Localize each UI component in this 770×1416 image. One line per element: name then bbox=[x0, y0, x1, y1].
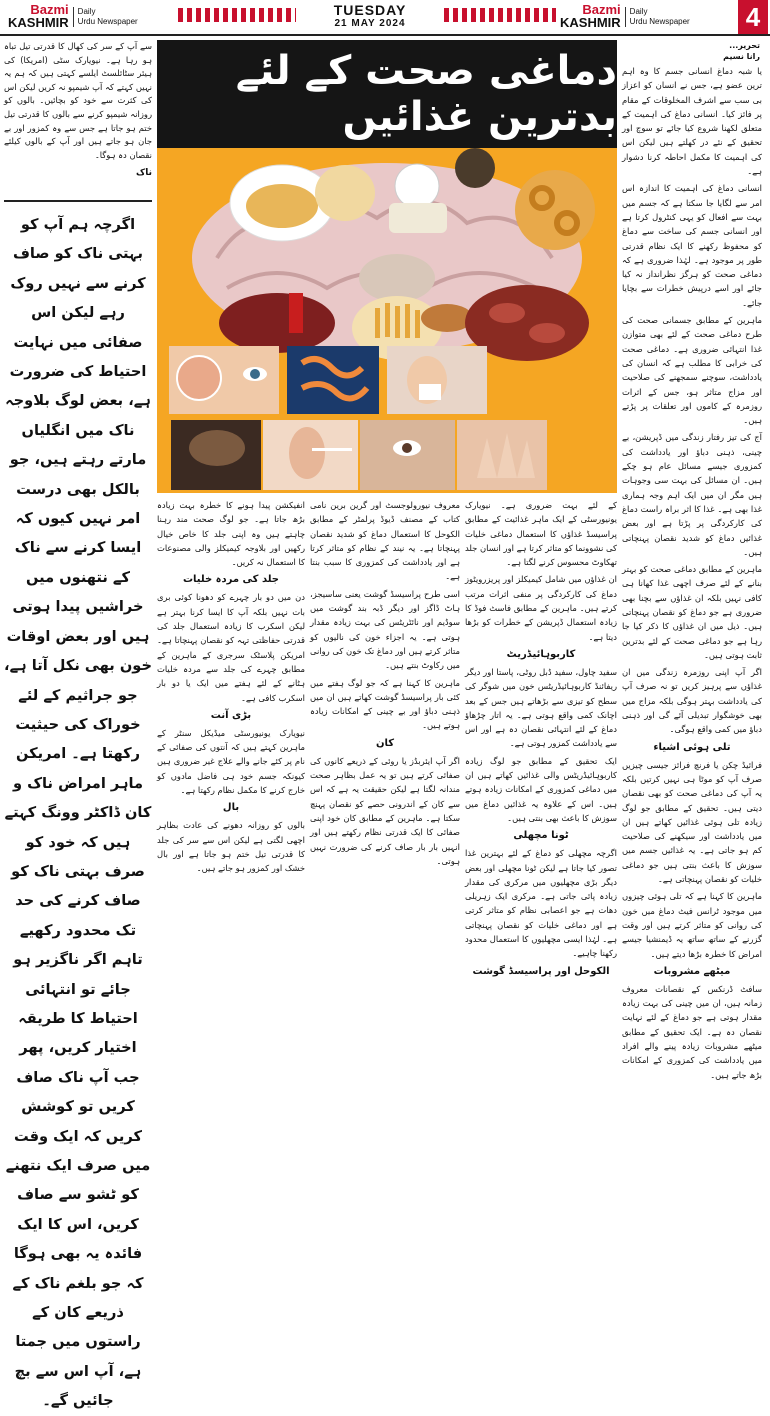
article-column-right bbox=[622, 64, 762, 1192]
tagline-right-line2: Urdu Newspaper bbox=[629, 17, 690, 26]
article-column-inner-2 bbox=[310, 498, 460, 1192]
photo-intestine bbox=[287, 346, 379, 414]
subheading: میٹھے مشروبات bbox=[653, 965, 731, 977]
paragraph: اسی طرح پراسیسڈ گوشت یعنی ساسیجز، ہاٹ ڈاگز اور دیگر ڈبہ بند گوشت میں سوڈیم اور نائٹریٹس کی بہت زیادہ مقدار ہوتی ہے۔ یہ اجزاء خون کی نالیوں کو متاثر کرتے ہیں اور دماغ تک خون کی روانی میں رکاوٹ بنتے ہیں۔ bbox=[310, 588, 460, 671]
hero-collage-svg bbox=[157, 148, 617, 493]
skin-magnify-icon bbox=[177, 356, 221, 400]
byline bbox=[640, 40, 760, 62]
pull-quote-text: اگرچہ ہم آپ کو بہتی ناک کو صاف کرنے سے نہیں روک رہے لیکن اس صفائی میں نہایت احتیاط کی ضرورت ہے، بعض لوگ بلاوجہ ناک میں انگلیاں مارتے رہتے ہیں، جو بالکل بھی درست امر نہیں کیوں کہ ایسا کرنے سے ناک کے نتھنوں میں خراشیں پیدا ہوتی ہیں اور بعض اوقات خون بھی نکل آتا ہے، جو جراثیم کے لئے خوراک کی حیثیت رکھتا ہے۔ امریکن ماہر امراض ناک و کان ڈاکٹر وونگ کہتے ہیں کہ خود کو صرف بہتی ناک کو صاف کرنے کی حد تک محدود رکھیے تاہم اگر ناگزیر ہو جائے تو انتہائی احتیاط کا طریقہ اختیار کریں، پھر جب آپ ناک صاف کریں تو کوشش کریں کہ ایک وقت میں صرف ایک نتھنے کو ٹشو سے صاف کریں، اس کا ایک فائدہ یہ بھی ہوگا کہ جو بلغم ناک کے ذریعے کان کے راستوں میں جمتا ہے، آپ اس سے بچ جائیں گے۔ bbox=[4, 216, 152, 1410]
bowl-icon bbox=[395, 164, 439, 208]
brand-top: Bazmi bbox=[30, 2, 69, 17]
paragraph: سفید چاول، سفید ڈبل روٹی، پاستا اور دیگر ریفائنڈ کاربوہائیڈریٹس خون میں شوگر کی سطح کو تیزی سے بڑھاتے ہیں جس کے بعد اچانک کمی واقع ہوتی ہے۔ یہ اتار چڑھاؤ دماغ کے لئے انتہائی نقصان دہ ہے اور اس سے یادداشت کمزور ہوتی ہے۔ bbox=[465, 666, 617, 749]
soda-cup-icon bbox=[289, 293, 303, 333]
subheading: بڑی آنت bbox=[210, 709, 252, 721]
article-column-inner-3 bbox=[157, 498, 305, 1192]
eye-iris bbox=[250, 369, 260, 379]
brand-tagline-right bbox=[625, 7, 690, 27]
pasta-icon bbox=[246, 184, 318, 228]
article-headline: دماغی صحت کے لئے بدترین غذائیں bbox=[235, 48, 617, 140]
subheading: کان bbox=[375, 737, 395, 749]
subheading: الکوحل اور پراسیسڈ گوشت bbox=[472, 965, 610, 977]
paragraph: کے لئے بہت ضروری ہے۔ نیویارک یونیورسٹی کے ایک ماہر غذائیت کے مطابق پراسیسڈ غذاؤں کا استعمال دماغی خلیات کی نشوونما کو متاثر کرتا ہے اور انسان جلد تھکاوٹ محسوس کرنے لگتا ہے۔ bbox=[465, 500, 617, 568]
article-headline-banner bbox=[157, 40, 617, 148]
paragraph: سافٹ ڈرنکس کے نقصانات معروف زمانہ ہیں، ان میں چینی کی بہت زیادہ مقدار ہوتی ہے جو دماغ کے لئے نہایت نقصان دہ ہے۔ ایک تحقیق کے مطابق میٹھے مشروبات زیادہ پینے والے افراد میں یادداشت کی کمزوری کے امکانات بڑھ جاتے ہیں۔ bbox=[622, 983, 762, 1080]
paragraph: فرائیڈ چکن یا فرنچ فرائز جیسی چیزیں صرف آپ کو موٹا ہی نہیں کرتیں بلکہ یہ آپ کی دماغی صحت کو بھی نقصان دیتی ہیں۔ تحقیق کے مطابق جو لوگ زیادہ تلی ہوئی غذائیں کھاتے ہیں ان میں یادداشت اور سیکھنے کی صلاحیت کم ہو جاتی ہے۔ یہ غذائیں جسم میں سوزش کا باعث بنتی ہیں جو دماغی خلیات کو نقصان پہنچاتی ہے۔ bbox=[622, 759, 762, 885]
tagline-line1: Daily bbox=[77, 7, 96, 16]
bread-icon bbox=[315, 165, 375, 221]
subheading: ناک bbox=[136, 168, 152, 179]
subheading: جلد کی مردہ خلیات bbox=[182, 574, 280, 586]
paragraph: ماہرین کا کہنا ہے کہ جو لوگ ہفتے میں کئی بار پراسیسڈ گوشت کھاتے ہیں ان میں ذہنی دباؤ اور بے چینی کے امکانات زیادہ ہوتے ہیں۔ bbox=[310, 677, 460, 731]
paragraph: سے آپ کے سر کی کھال کا قدرتی تیل تباہ ہو رہا ہے۔ نیویارک سٹی (امریکا) کی ہیئر سٹائلسٹ ایلسے کہتی ہیں کہ ہم یہ نہیں کہتے کہ آپ شیمپو نہ کریں لیکن اس کی کثرت سے خود کو بچائیں۔ بالوں کو روزانہ شیمپو کرنے سے بالوں کا قدرتی تیل ختم ہو جاتا ہے جس سے وہ کمزور اور بے جان ہو جاتے ہیں اور آپ کے بالوں کیلئے نقصان دہ ہوگا۔ bbox=[4, 41, 152, 160]
paragraph: ان غذاؤں میں شامل کیمیکلز اور پریزرویٹوز دماغ کی کارکردگی پر منفی اثرات مرتب کرتے ہیں۔ ماہرین کے مطابق فاسٹ فوڈ کا زیادہ استعمال ڈپریشن کے خطرات کو بڑھا دیتا ہے۔ bbox=[465, 574, 617, 642]
tagline-right-line1: Daily bbox=[629, 7, 648, 16]
onion-rings-icon bbox=[515, 170, 595, 250]
byline-label: تحریر... bbox=[729, 41, 760, 50]
paragraph: یا شبہ دماغ انسانی جسم کا وہ اہم ترین عضو ہے، جس نے انسان کو اعزاز بی سب سے اشرف المخلوقات کے مقام پر فائز کیا۔ انسانی دماغ کی اہمیت کے متعلق لکھنا شروع کیا جائے تو سوچ اور تحقیق کے نئے در کھلتے ہیں لیکن اس کی اہمیت کا مکمل احاطہ کرنا دشوار ہے۔ bbox=[622, 66, 762, 177]
brand-logo bbox=[8, 3, 69, 29]
masthead-brand-right bbox=[560, 3, 690, 29]
subheading: ٹونا مچھلی bbox=[513, 830, 569, 842]
sausage-icon bbox=[489, 303, 525, 323]
brand-logo-right bbox=[560, 3, 621, 29]
brand-bottom: KASHMIR bbox=[8, 15, 69, 30]
paragraph: دن میں دو بار چہرے کو دھونا کوئی بری بات نہیں بلکہ آپ کا ایسا کرنا بہتر ہے لیکن اسکرب کا زیادہ استعمال جلد کی قدرتی حفاظتی تہہ کو نقصان پہنچاتا ہے۔ امریکن پلاسٹک سرجری کے ماہرین کے مطابق چہرے کی جلد سے مردہ خلیات ہٹانے کے لئے ہفتے میں ایک یا دو بار اسکرب کافی ہے۔ bbox=[157, 592, 305, 703]
paragraph: اگر آپ اپنی روزمرہ زندگی میں ان غذاؤں سے پرہیز کریں تو نہ صرف آپ کی یادداشت بہتر ہوگی بلکہ مزاج میں بھی خوشگوار تبدیلی آئے گی اور ذہنی دباؤ میں کمی واقع ہوگی۔ bbox=[622, 667, 762, 735]
article-column-inner-1 bbox=[465, 498, 617, 1192]
paragraph: ماہرین کے مطابق جسمانی صحت کی طرح دماغی صحت کے لئے بھی متوازن غذا انتہائی ضروری ہے۔ دماغی صحت کی خرابی کا مطلب ہے کہ انسان کی یادداشت، سوچنے سمجھنے کی صلاحیت اور مزاج متاثر ہو، جس کے اثرات روزمرہ کے کاموں اور تعلقات پر پڑتے ہیں۔ bbox=[622, 315, 762, 426]
masthead-brand-left bbox=[8, 3, 138, 29]
brand-top-right: Bazmi bbox=[582, 2, 621, 17]
paragraph: بالوں کو روزانہ دھونے کی عادت بظاہر اچھی لگتی ہے لیکن اس سے سر کی جلد کا قدرتی تیل ختم ہو جاتا ہے اور بال خشک اور کمزور ہو جاتے ہیں۔ bbox=[157, 820, 305, 874]
hair-icon bbox=[189, 430, 245, 466]
article-column-left-top bbox=[4, 40, 152, 198]
paragraph: ماہرین کا کہنا ہے کہ تلی ہوئی چیزوں میں موجود ٹرانس فیٹ دماغ میں خون کی روانی کو متاثر کرتے ہیں اور وقت گزرنے کے ساتھ ساتھ یہ ڈیمنشیا جیسے امراض کا خطرہ بڑھا دیتے ہیں۔ bbox=[622, 891, 762, 959]
byline-name: رانا نسیم bbox=[723, 52, 760, 61]
tagline-line2: Urdu Newspaper bbox=[77, 17, 138, 26]
issue-day: TUESDAY bbox=[333, 2, 407, 18]
paragraph: ماہرین کے مطابق دماغی صحت کو بہتر بنانے کے لئے صرف اچھی غذا کھانا ہی کافی نہیں بلکہ ان غذاؤں سے بچنا بھی ضروری ہے جو دماغ کو نقصان پہنچاتی ہیں۔ ذیل میں ان غذاؤں کا ذکر کیا جا رہا ہے جو دماغی صحت کے لئے بدترین ثابت ہوتی ہیں۔ bbox=[622, 564, 762, 660]
masthead bbox=[0, 0, 770, 34]
burger-icon bbox=[421, 304, 473, 332]
decor-stripe-right bbox=[444, 8, 556, 22]
brand-tagline bbox=[73, 7, 138, 27]
paragraph: انسانی دماغ کی اہمیت کا اندازہ اس امر سے لگایا جا سکتا ہے کہ جسم میں بہت سے افعال کو یہی کنٹرول کرتا ہے اور انسانی جسم کی ساخت سے دماغ کو محفوظ رکھنے کا ایک نظام قدرتی طور پر موجود ہے۔ لہٰذا ضروری ہے کہ دماغی صحت کو ہرگز نظرانداز نہ کیا جائے اور اسے درپیش خطرات سے بچایا جائے۔ bbox=[622, 183, 762, 308]
paragraph: آج کی تیز رفتار زندگی میں ڈپریشن، بے چینی، ذہنی دباؤ اور یادداشت کی کمزوری جیسے مسائل عام ہو چکے ہیں۔ ان مسائل کی بہت سی وجوہات ہیں مگر ان میں ایک اہم وجہ ہماری غذا بھی ہے۔ غذا کا اثر براہ راست دماغ کی کارکردگی پر پڑتا ہے اور بعض غذائیں دماغ کو شدید نقصان پہنچاتی ہیں۔ bbox=[622, 432, 762, 557]
subheading: بال bbox=[222, 802, 240, 814]
photo-hand bbox=[457, 420, 547, 490]
issue-date: 21 MAY 2024 bbox=[334, 18, 406, 29]
eye-iris bbox=[402, 443, 412, 453]
sausage-icon bbox=[529, 323, 565, 343]
page-number: 4 bbox=[738, 0, 768, 34]
masthead-date bbox=[300, 2, 440, 29]
paragraph: نیویارک یونیورسٹی میڈیکل سنٹر کے ماہرین کہتے ہیں کہ آنتوں کی صفائی کے نام پر کئے جانے والے علاج غیر ضروری ہیں کیونکہ جسم خود ہی فاضل مادوں کو خارج کرنے کا مکمل نظام رکھتا ہے۔ bbox=[157, 727, 305, 796]
coffee-icon bbox=[455, 148, 495, 188]
sugar-box-icon bbox=[389, 203, 447, 233]
brand-bottom-right: KASHMIR bbox=[560, 15, 621, 30]
subheading: کاربوہائیڈریٹ bbox=[506, 648, 576, 660]
hero-collage-image bbox=[157, 148, 617, 493]
ice-cream-icon bbox=[359, 254, 435, 302]
paragraph: ایک تحقیق کے مطابق جو لوگ زیادہ کاربوہائیڈریٹس والی غذائیں کھاتے ہیں ان میں دماغی کمزوری کے امکانات زیادہ ہوتے ہیں۔ اس کے علاوہ یہ غذائیں دماغ میں سوزش کا باعث بھی بنتی ہیں۔ bbox=[465, 755, 617, 823]
tissue-icon bbox=[419, 384, 441, 400]
soda-can-icon bbox=[219, 293, 335, 353]
pull-quote-box bbox=[4, 200, 152, 1410]
subheading: تلی ہوئی اشیاء bbox=[653, 741, 731, 753]
paragraph: اگر آپ ایئربڈز یا روئی کے ذریعے کانوں کی صفائی کرتے ہیں تو یہ عمل بظاہر صحت مندانہ لگتا ہے لیکن حقیقت یہ ہے کہ اس سے کان کے اندرونی حصے کو نقصان پہنچ سکتا ہے۔ ماہرین کے مطابق کان خود اپنی صفائی کا ایک قدرتی نظام رکھتے ہیں اور انہیں بار بار صاف کرنے کی ضرورت نہیں ہوتی۔ bbox=[310, 755, 460, 866]
masthead-rule bbox=[0, 34, 770, 36]
ear-icon bbox=[289, 427, 325, 479]
paragraph: معروف نیورولوجسٹ اور گرین برین نامی کتاب کے مصنف ڈیوڈ پرلمٹر کے مطابق الکوحل کا استعمال دماغ کو شدید نقصان پہنچاتا ہے۔ یہ نیند کے نظام کو متاثر کرتا ہے اور یادداشت کی کمزوری کا سبب بنتا ہے۔ bbox=[310, 500, 460, 582]
paragraph: انفیکشن پیدا ہونے کا خطرہ بہت زیادہ بڑھ جاتا ہے۔ جو لوگ صحت مند رہنا چاہتے ہیں وہ اپنی جلد کا خاص خیال رکھیں اور بلاوجہ کیمیکلز والی مصنوعات کا استعمال نہ کریں۔ bbox=[157, 500, 305, 568]
paragraph: اگرچہ مچھلی کو دماغ کے لئے بہترین غذا تصور کیا جاتا ہے لیکن ٹونا مچھلی اور بعض دیگر بڑی مچھلیوں میں مرکری کی مقدار زیادہ پائی جاتی ہے۔ مرکری ایک زہریلی دھات ہے جو اعصابی نظام کو متاثر کرتی ہے اور دماغی خلیات کو نقصان پہنچاتی ہے۔ لہٰذا ایسی مچھلیوں کا استعمال محدود رکھنا چاہیے۔ bbox=[465, 848, 617, 959]
cotton-bud-icon bbox=[312, 448, 352, 451]
decor-stripe-left bbox=[178, 8, 296, 22]
